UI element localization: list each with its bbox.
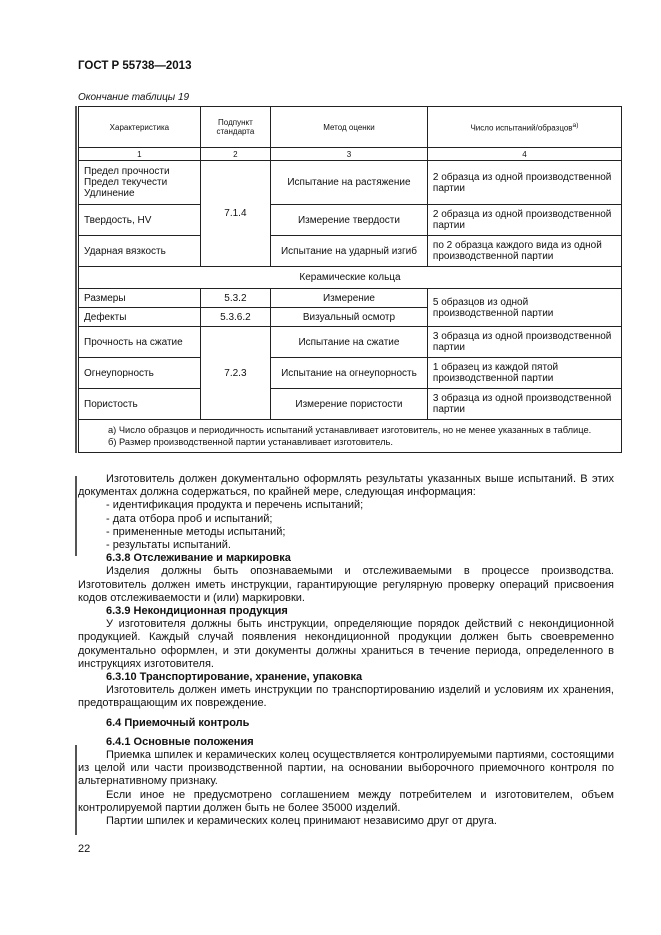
paragraph: Партии шпилек и керамических колец принимают независимо друг от друга. [106,815,497,828]
clause-cell: 5.3.2 [200,289,270,308]
method-cell: Измерение пористости [271,389,428,420]
header-clause: Подпункт стандарта [200,107,270,148]
section-heading-6-3-9: 6.3.9 Некондиционная продукция [106,605,288,618]
characteristic-line: Предел прочности [84,166,170,177]
section-heading-6-4: 6.4 Приемочный контроль [106,716,250,729]
count-cell: 3 образца из одной производственной партии [427,389,621,420]
section-heading-6-3-8: 6.3.8 Отслеживание и маркировка [106,552,291,565]
revision-bar [75,476,77,556]
characteristic-line: Удлинение [84,188,135,199]
method-cell: Испытание на огнеупорность [271,358,428,389]
table-row [79,389,622,420]
header-count-label: Число испытаний/образцов [470,123,573,133]
section-row [79,267,622,289]
header-count-footnote: а) [572,121,579,129]
characteristic-cell: Пористость [79,389,201,420]
method-cell: Испытание на растяжение [271,161,428,205]
count-cell: 2 образца из одной производственной партии [427,205,621,236]
column-number: 1 [79,148,201,161]
characteristic-cell: Прочность на сжатие [79,327,201,358]
characteristic-cell: Огнеупорность [79,358,201,389]
revision-bar [75,745,77,835]
header-count [427,107,621,148]
characteristic-line: Предел текучести [84,177,168,188]
section-heading-6-4-1: 6.4.1 Основные положения [106,735,254,748]
method-cell: Испытание на ударный изгиб [271,236,428,267]
characteristic-cell: Ударная вязкость [79,236,201,267]
table-caption: Окончание таблицы 19 [78,92,190,103]
table-19 [78,106,622,453]
table-row [79,236,622,267]
characteristic-cell [79,161,201,205]
paragraph: У изготовителя должны быть инструкции, определяющие порядок действий с некондиционной продукцией. Каждый случай появления некондиционной продукции должен быть своевременно документально оформлен, и эти документы должны храниться в течение периода, определенного в инструкциях изготовителя. [78,618,614,670]
table-row [79,358,622,389]
table-row [79,327,622,358]
table-row [79,205,622,236]
characteristic-cell: Дефекты [79,308,201,327]
body-text [78,473,614,828]
page-number: 22 [78,843,91,855]
characteristic-cell: Размеры [79,289,201,308]
method-cell: Измерение [271,289,428,308]
clause-cell: 7.1.4 [200,161,270,267]
count-cell: 2 образца из одной производственной партии [427,161,621,205]
method-cell: Визуальный осмотр [271,308,428,327]
column-number: 4 [427,148,621,161]
document-header: ГОСТ Р 55738—2013 [78,60,192,72]
column-number: 3 [271,148,428,161]
header-method: Метод оценки [271,107,428,148]
count-cell: 3 образца из одной производственной партии [427,327,621,358]
clause-cell: 7.2.3 [200,327,270,420]
section-heading-6-3-10: 6.3.10 Транспортирование, хранение, упаковка [106,671,363,684]
table-notes-row [79,420,622,453]
characteristic-cell: Твердость, HV [79,205,201,236]
count-cell: по 2 образца каждого вида из одной производственной партии [427,236,621,267]
table-note-b: б) Размер производственной партии устанавливает изготовитель. [108,437,393,447]
method-cell: Испытание на сжатие [271,327,428,358]
count-cell: 5 образцов из одной производственной партии [427,289,621,327]
count-cell: 1 образец из каждой пятой производственной партии [427,358,621,389]
table-header-row [79,107,622,148]
table-row [79,289,622,308]
clause-cell: 5.3.6.2 [200,308,270,327]
method-cell: Измерение твердости [271,205,428,236]
table-note-a: а) Число образцов и периодичность испытаний устанавливает изготовитель, но не менее указанных в таблице. [108,425,592,435]
list-item: - идентификация продукта и перечень испытаний; [106,499,364,512]
column-number: 2 [200,148,270,161]
header-characteristic: Характеристика [79,107,201,148]
paragraph: Изготовитель должен иметь инструкции по транспортированию изделий и условиям их хранения, предотвращающим их повреждение. [78,684,614,710]
paragraph: Изделия должны быть опознаваемыми и отслеживаемыми в процессе производства. Изготовитель должен иметь инструкции, гарантирующие регулярную проверку операций присвоения кодов отслеживаемости и (или) маркировки. [78,565,614,604]
paragraph: Приемка шпилек и керамических колец осуществляется контролируемыми партиями, состоящими из целой или части производственной партии, на основании выборочного приемочного контроля по альтернативному признаку. [78,749,614,788]
list-item: - примененные методы испытаний; [106,525,286,538]
table-notes [79,420,622,453]
table-row [79,161,622,205]
section-title: Керамические кольца [79,267,622,289]
list-item: - результаты испытаний. [106,539,231,552]
paragraph: Если иное не предусмотрено соглашением между потребителем и изготовителем, объем контролируемой партии должен быть не более 35000 изделий. [78,788,614,814]
list-item: - дата отбора проб и испытаний; [106,512,273,525]
column-number-row [79,148,622,161]
paragraph: Изготовитель должен документально оформлять результаты указанных выше испытаний. В этих документах должна содержаться, по крайней мере, следующая информация: [78,473,614,499]
